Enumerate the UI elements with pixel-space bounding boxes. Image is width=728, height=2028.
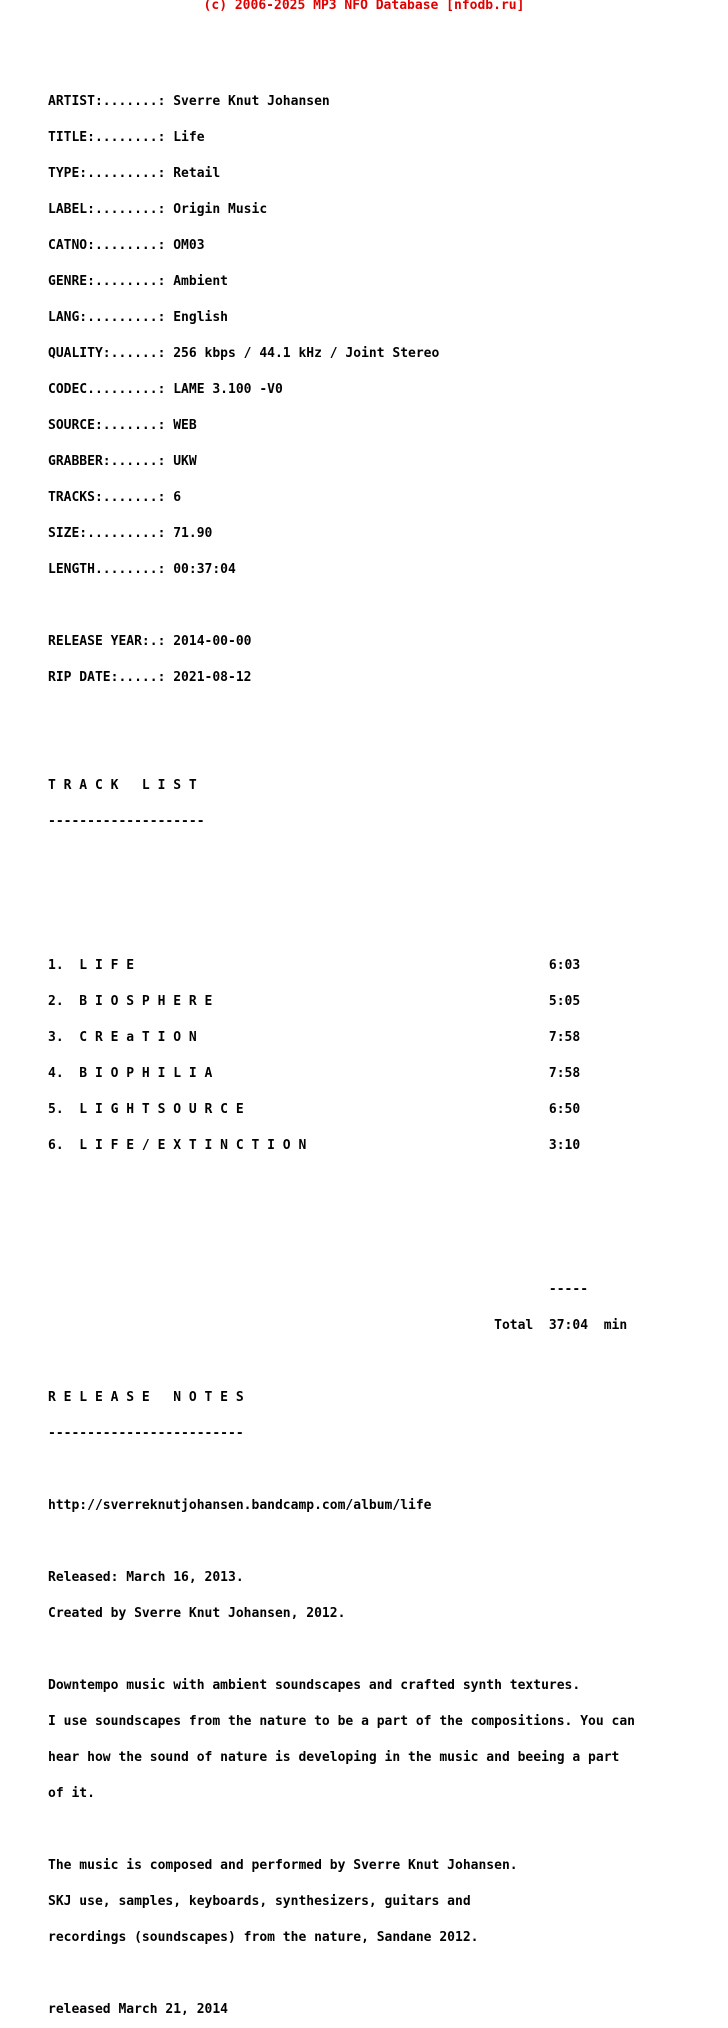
release-note-line: The music is composed and performed by Sverre Knut Johansen. [48, 1858, 518, 1873]
nfo-line [48, 1356, 635, 1368]
nfo-line-codec: CODEC.........: LAME 3.100 -V0 [48, 382, 283, 397]
track-row: 5. L I G H T S O U R C E 6:50 [48, 1102, 581, 1117]
nfo-line-genre: GENRE:........: Ambient [48, 274, 229, 289]
nfo-line-type: TYPE:.........: Retail [48, 166, 221, 181]
track-row: 3. C R E a T I O N 7:58 [48, 1030, 581, 1045]
nfo-line [48, 1212, 635, 1224]
release-note-line: of it. [48, 1786, 95, 1801]
nfo-line-title: TITLE:........: Life [48, 130, 205, 145]
nfo-line [48, 600, 635, 612]
release-note-line: Downtempo music with ambient soundscapes and crafted synth textures. [48, 1678, 581, 1693]
bandcamp-url: http://sverreknutjohansen.bandcamp.com/album/life [48, 1498, 432, 1513]
release-note-line: released March 21, 2014 [48, 2002, 229, 2017]
nfo-line-length: LENGTH........: 00:37:04 [48, 562, 236, 577]
nfo-line-artist: ARTIST:.......: Sverre Knut Johansen [48, 94, 330, 109]
nfo-line-source: SOURCE:.......: WEB [48, 418, 197, 433]
nfo-line [48, 1644, 635, 1656]
release-note-line: hear how the sound of nature is developing in the music and beeing a part [48, 1750, 620, 1765]
nfo-line [48, 1824, 635, 1836]
nfo-line [48, 744, 635, 756]
release-notes-underline: ------------------------- [48, 1426, 244, 1441]
total-separator: ----- [48, 1282, 589, 1297]
nfodb-copyright-header: (c) 2006-2025 MP3 NFO Database [nfodb.ru] [203, 0, 525, 13]
nfo-line [48, 852, 635, 864]
nfo-line-size: SIZE:.........: 71.90 [48, 526, 213, 541]
track-list-heading: T R A C K L I S T [48, 778, 197, 793]
nfo-line [48, 708, 635, 720]
nfo-line-label: LABEL:........: Origin Music [48, 202, 268, 217]
nfo-line-release-year: RELEASE YEAR:.: 2014-00-00 [48, 634, 252, 649]
track-row: 2. B I O S P H E R E 5:05 [48, 994, 581, 1009]
nfo-line [48, 1464, 635, 1476]
track-row: 6. L I F E / E X T I N C T I O N 3:10 [48, 1138, 581, 1153]
nfo-line-lang: LANG:.........: English [48, 310, 229, 325]
release-note-line: SKJ use, samples, keyboards, synthesizers, guitars and [48, 1894, 471, 1909]
release-note-line: Created by Sverre Knut Johansen, 2012. [48, 1606, 346, 1621]
nfo-line [48, 924, 635, 936]
nfo-line [48, 1536, 635, 1548]
nfo-line [48, 1248, 635, 1260]
release-note-line: recordings (soundscapes) from the nature, Sandane 2012. [48, 1930, 479, 1945]
track-row: 1. L I F E 6:03 [48, 958, 581, 973]
nfo-text-body [48, 36, 635, 2028]
nfo-line [48, 1176, 635, 1188]
nfo-line-tracks: TRACKS:.......: 6 [48, 490, 182, 505]
nfo-line [48, 60, 635, 72]
nfo-line [48, 888, 635, 900]
nfo-line-quality: QUALITY:......: 256 kbps / 44.1 kHz / Joint Stereo [48, 346, 440, 361]
nfo-line-grabber: GRABBER:......: UKW [48, 454, 197, 469]
track-list-underline: -------------------- [48, 814, 205, 829]
nfo-line [48, 1968, 635, 1980]
nfo-line-rip-date: RIP DATE:.....: 2021-08-12 [48, 670, 252, 685]
release-note-line: I use soundscapes from the nature to be a part of the compositions. You can [48, 1714, 635, 1729]
release-notes-heading: R E L E A S E N O T E S [48, 1390, 244, 1405]
total-length: Total 37:04 min [48, 1318, 628, 1333]
track-row: 4. B I O P H I L I A 7:58 [48, 1066, 581, 1081]
nfo-line-catno: CATNO:........: OM03 [48, 238, 205, 253]
release-note-line: Released: March 16, 2013. [48, 1570, 244, 1585]
